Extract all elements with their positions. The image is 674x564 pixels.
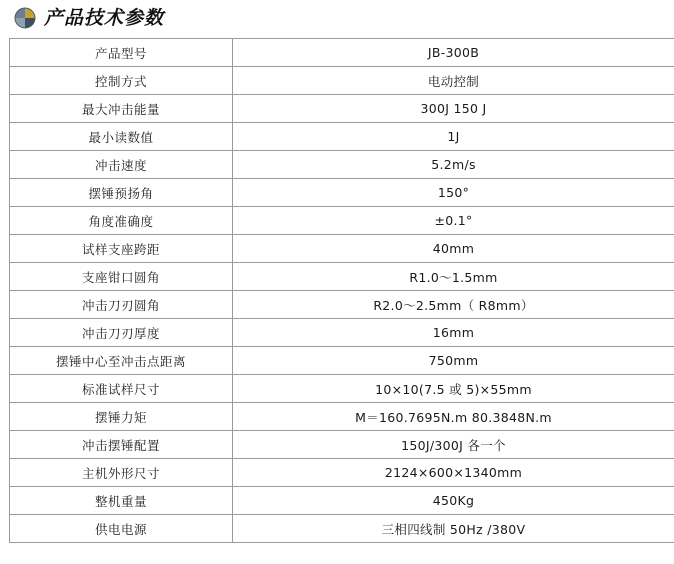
table-row (10, 207, 674, 235)
table-row (10, 179, 674, 207)
param-value: 电动控制 (233, 67, 674, 95)
param-value: 16mm (233, 319, 674, 347)
param-value: M＝160.7695N.m 80.3848N.m (233, 403, 674, 431)
table-row (10, 319, 674, 347)
param-name: 冲击刀刃圆角 (10, 291, 233, 319)
param-value: ±0.1° (233, 207, 674, 235)
table-row (10, 291, 674, 319)
param-name: 试样支座跨距 (10, 235, 233, 263)
param-name: 最小读数值 (10, 123, 233, 151)
param-value: R2.0～2.5mm（ R8mm） (233, 291, 674, 319)
param-name: 控制方式 (10, 67, 233, 95)
param-name: 主机外形尺寸 (10, 459, 233, 487)
param-name: 最大冲击能量 (10, 95, 233, 123)
table-row (10, 39, 674, 67)
table-row (10, 95, 674, 123)
param-value: R1.0～1.5mm (233, 263, 674, 291)
param-name: 摆锤力矩 (10, 403, 233, 431)
param-value: 1J (233, 123, 674, 151)
table-row (10, 487, 674, 515)
param-name: 摆锤预扬角 (10, 179, 233, 207)
param-name: 产品型号 (10, 39, 233, 67)
sphere-logo-icon (14, 7, 36, 29)
param-name: 支座钳口圆角 (10, 263, 233, 291)
param-name: 摆锤中心至冲击点距离 (10, 347, 233, 375)
param-name: 整机重量 (10, 487, 233, 515)
param-value: 150J/300J 各一个 (233, 431, 674, 459)
param-value: 2124×600×1340mm (233, 459, 674, 487)
param-value: 150° (233, 179, 674, 207)
table-row (10, 67, 674, 95)
param-value: 750mm (233, 347, 674, 375)
table-row (10, 123, 674, 151)
param-name: 供电电源 (10, 515, 233, 543)
table-row (10, 375, 674, 403)
spec-table-container (0, 34, 674, 543)
param-value: 40mm (233, 235, 674, 263)
param-value: 5.2m/s (233, 151, 674, 179)
param-name: 角度准确度 (10, 207, 233, 235)
param-name: 标准试样尺寸 (10, 375, 233, 403)
table-row (10, 431, 674, 459)
table-row (10, 235, 674, 263)
param-value: 450Kg (233, 487, 674, 515)
table-row (10, 347, 674, 375)
param-name: 冲击刀刃厚度 (10, 319, 233, 347)
param-value: 10×10(7.5 或 5)×55mm (233, 375, 674, 403)
table-row (10, 403, 674, 431)
param-name: 冲击摆锤配置 (10, 431, 233, 459)
param-value: JB-300B (233, 39, 674, 67)
page-title: 产品技术参数 (44, 7, 165, 29)
table-row (10, 151, 674, 179)
product-spec-table (9, 38, 674, 543)
page-header (0, 0, 674, 34)
table-row (10, 515, 674, 543)
param-value: 三相四线制 50Hz /380V (233, 515, 674, 543)
param-value: 300J 150 J (233, 95, 674, 123)
param-name: 冲击速度 (10, 151, 233, 179)
table-row (10, 459, 674, 487)
table-row (10, 263, 674, 291)
